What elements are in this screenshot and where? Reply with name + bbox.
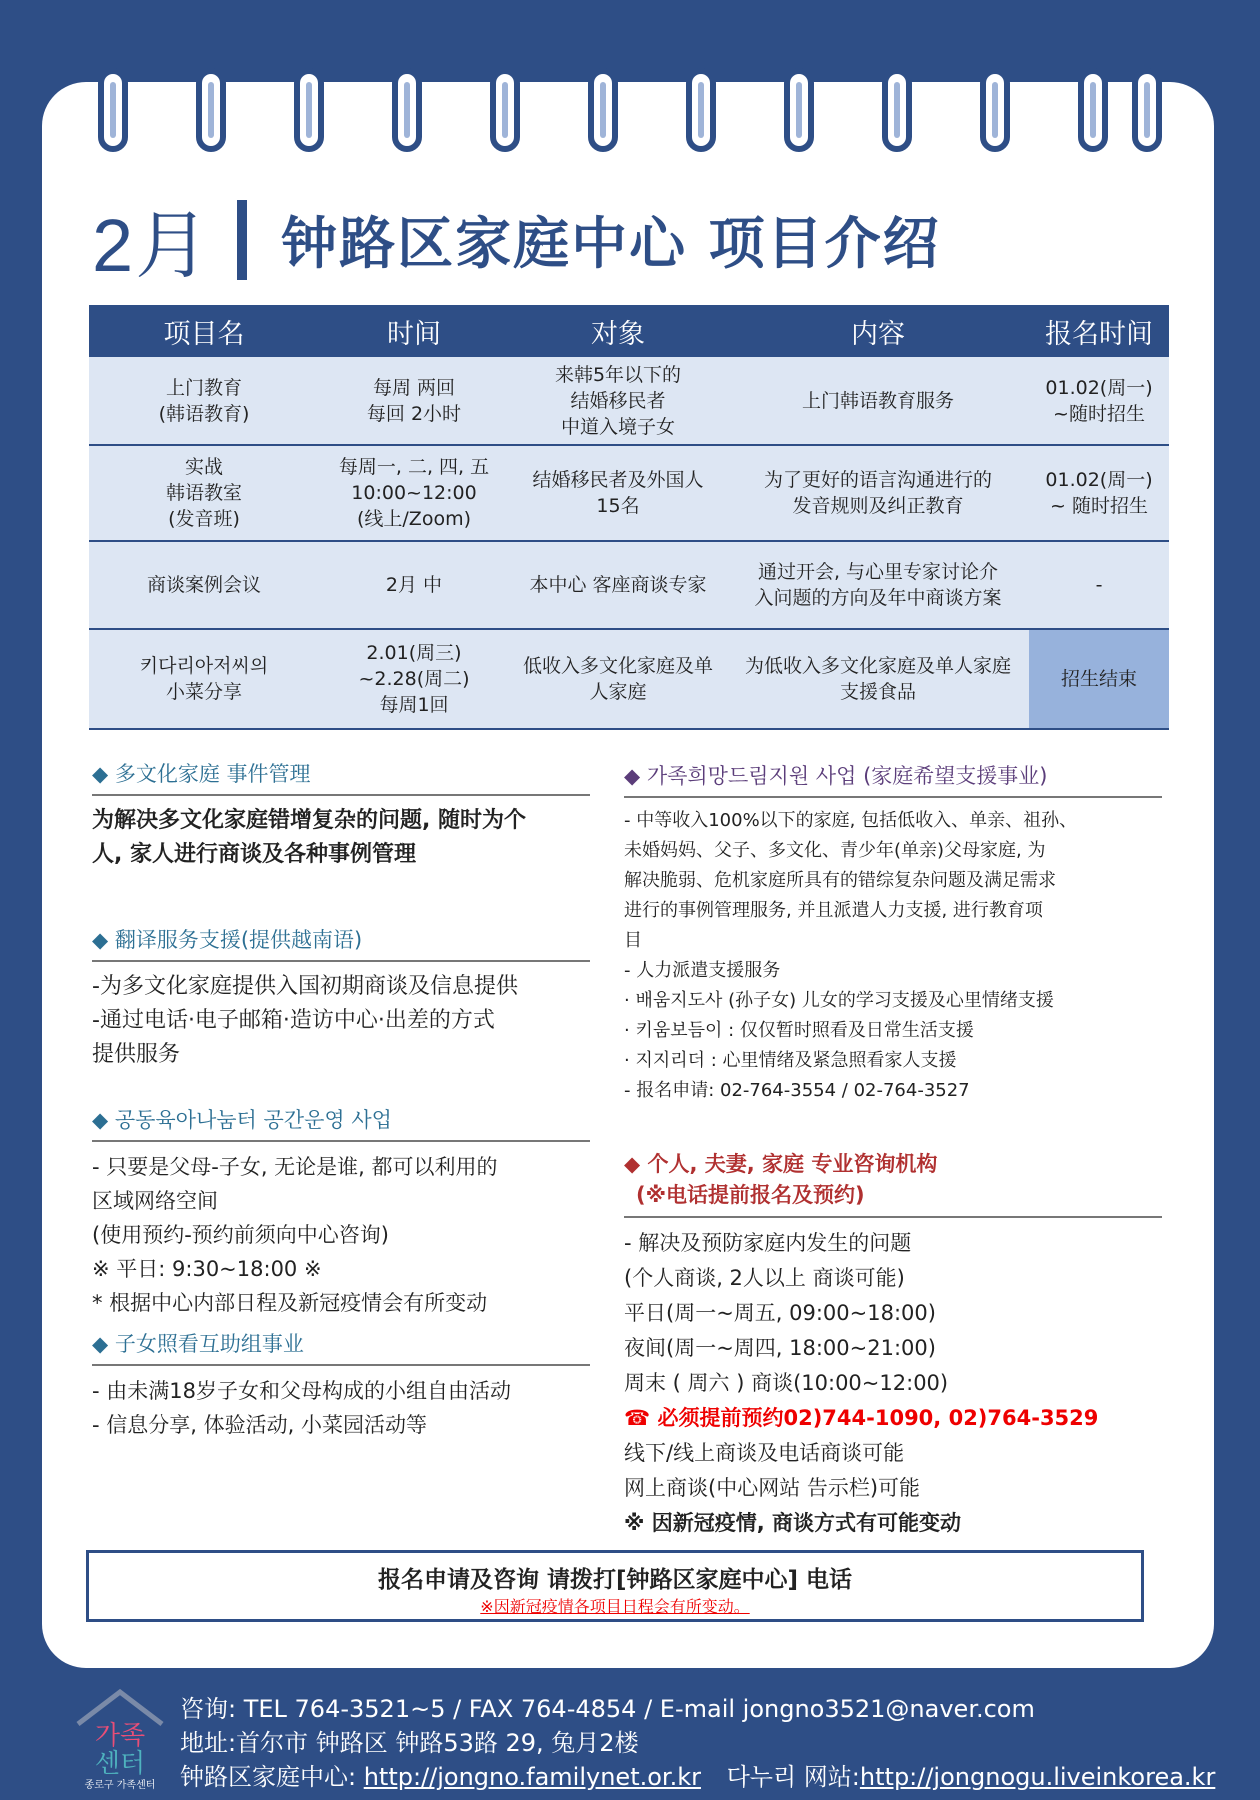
binder-ring	[294, 68, 324, 152]
col-header-signup: 报名时间	[1029, 305, 1169, 357]
diamond-icon: ◆	[92, 1108, 115, 1132]
section-title-text: 个人, 夫妻, 家庭 专业咨询机构	[647, 1152, 938, 1176]
table-row	[89, 357, 1169, 445]
page-header	[92, 190, 941, 290]
cell-signup: 01.02(周一) ~ 随时招生	[1029, 445, 1169, 541]
cell-signup: 01.02(周一) ~随时招生	[1029, 357, 1169, 445]
website-label: 钟路区家庭中心:	[180, 1763, 364, 1791]
section-title-text: 가족희망드림지원 사업	[646, 764, 857, 788]
section-body: -为多文化家庭提供入国初期商谈及信息提供 -通过电话·电子邮箱·造访中心·出差的方式 提供服务	[92, 974, 518, 1067]
danuri-label: 다누리 网站:	[726, 1763, 860, 1791]
section-title	[624, 760, 1162, 798]
section-body: - 中等收入100%以下的家庭, 包括低收入、单亲、祖孙、 未婚妈妈、父子、多文化、青少年(单亲)父母家庭, 为 解决脆弱、危机家庭所具有的错综复杂问题及满足需求 进行的事例管理服务, 并且派遣人力支援, 进行教育项 目 - 人力派遣支援服务 · 배움지도사 (孙子女) 儿女的学习支援及心里情绪支援 · 키움보듬이 : 仅仅暂时照看及日常生活支援 · 지지리더 : 心里情绪及紧急照看家人支援 - 报名申请: 02-764-3554 / 02-764-3527	[624, 810, 1078, 1101]
reservation-phone: ☎ 必须提前预约02)744-1090, 02)764-3529	[624, 1406, 1099, 1430]
binder-ring	[1132, 68, 1162, 152]
cell-target: 低收入多文化家庭及单 人家庭	[509, 629, 727, 729]
diamond-icon: ◆	[624, 764, 647, 788]
logo-text-1: 가족	[94, 1721, 146, 1751]
section-title	[92, 758, 590, 796]
section-title	[92, 1104, 590, 1142]
table-row	[89, 629, 1169, 729]
cell-content: 上门韩语教育服务	[727, 357, 1029, 445]
cell-content: 为低收入多文化家庭及单人家庭 支援食品	[727, 629, 1029, 729]
section-childcare-group	[92, 1328, 590, 1442]
table-header-row	[89, 305, 1169, 357]
address-line: 地址:首尔市 钟路区 钟路53路 29, 兔月2楼	[180, 1729, 639, 1757]
house-logo-icon	[72, 1684, 168, 1792]
cell-name: 商谈案例会议	[89, 541, 319, 629]
footer-notice-warning: ※因新冠疫情各项目日程会有所变动。	[480, 1597, 750, 1616]
page-title: 钟路区家庭中心 项目介绍	[281, 212, 941, 277]
diamond-icon: ◆	[92, 1332, 115, 1356]
section-title	[92, 924, 590, 962]
section-title-text: 多文化家庭 事件管理	[114, 762, 311, 786]
cell-name: 实战 韩语教室 (发音班)	[89, 445, 319, 541]
binder-ring	[392, 68, 422, 152]
section-body: - 解决及预防家庭内发生的问题 (个人商谈, 2人以上 商谈可能) 平日(周一~周五, 09:00~18:00) 夜间(周一~周四, 18:00~21:00) 周末 ( 周六 ) 商谈(10:00~12:00)	[624, 1231, 949, 1395]
binder-ring	[490, 68, 520, 152]
contact-line: 咨询: TEL 764-3521~5 / FAX 764-4854 / E-mail jongno3521@naver.com	[180, 1695, 1035, 1723]
cell-signup-closed: 招生结束	[1029, 629, 1169, 729]
cell-time: 每周一, 二, 四, 五 10:00~12:00 (线上/Zoom)	[319, 445, 509, 541]
section-body: 为解决多文化家庭错增复杂的问题, 随时为个 人, 家人进行商谈及各种事例管理	[92, 808, 527, 867]
family-center-logo	[72, 1684, 168, 1792]
col-header-time: 时间	[319, 305, 509, 357]
binder-ring	[196, 68, 226, 152]
website-line	[180, 1760, 1215, 1794]
cell-name: 上门教育 (韩语教育)	[89, 357, 319, 445]
section-title	[624, 1148, 1162, 1180]
logo-text-2: 센터	[94, 1749, 146, 1779]
program-table	[89, 305, 1169, 730]
cell-target: 本中心 客座商谈专家	[509, 541, 727, 629]
cell-target: 结婚移民者及外国人 15名	[509, 445, 727, 541]
section-family-hope	[624, 760, 1162, 1106]
col-header-name: 项目名	[89, 305, 319, 357]
website-link[interactable]: http://jongno.familynet.or.kr	[363, 1763, 701, 1791]
section-body-2: 线下/线上商谈及电话商谈可能 网上商谈(中心网站 告示栏)可能	[624, 1441, 921, 1500]
cell-time: 每周 两回 每回 2小时	[319, 357, 509, 445]
binder-ring	[980, 68, 1010, 152]
diamond-icon: ◆	[92, 762, 115, 786]
section-title-text: 子女照看互助组事业	[114, 1332, 304, 1356]
diamond-icon: ◆	[92, 928, 115, 952]
binder-ring	[784, 68, 814, 152]
section-title	[92, 1328, 590, 1366]
section-subtitle-text: (家庭希望支援事业)	[863, 764, 1048, 788]
section-subtitle-text: (※电话提前报名及预约)	[636, 1183, 865, 1207]
section-body: - 由未满18岁子女和父母构成的小组自由活动 - 信息分享, 体验活动, 小菜园活动等	[92, 1379, 511, 1437]
danuri-link[interactable]: http://jongnogu.liveinkorea.kr	[859, 1763, 1216, 1791]
month-label: 2月	[92, 204, 212, 287]
section-title-text: 翻译服务支援(提供越南语)	[114, 928, 363, 952]
table-row	[89, 445, 1169, 541]
binder-ring	[686, 68, 716, 152]
cell-time: 2.01(周三) ~2.28(周二) 每周1回	[319, 629, 509, 729]
section-counseling	[624, 1148, 1162, 1541]
binder-ring	[1078, 68, 1108, 152]
cell-name: 키다리아저씨의 小菜分享	[89, 629, 319, 729]
cell-time: 2月 中	[319, 541, 509, 629]
section-subtitle	[624, 1180, 1162, 1218]
section-body: - 只要是父母-子女, 无论是谁, 都可以利用的 区域网络空间 (使用预约-预约前须向中心咨询) ※ 平日: 9:30~18:00 ※ * 根据中心内部日程及新冠疫情会有所变动	[92, 1155, 498, 1315]
cell-content: 为了更好的语言沟通进行的 发音规则及纠正教育	[727, 445, 1029, 541]
binder-ring	[882, 68, 912, 152]
col-header-target: 对象	[509, 305, 727, 357]
col-header-content: 内容	[727, 305, 1029, 357]
cell-signup: -	[1029, 541, 1169, 629]
section-translation	[92, 924, 590, 1072]
covid-note: ※ 因新冠疫情, 商谈方式有可能变动	[624, 1511, 962, 1535]
binder-ring	[588, 68, 618, 152]
binder-ring	[98, 68, 128, 152]
section-title-text: 공동육아나눔터 공간운영 사업	[114, 1108, 392, 1132]
section-multicultural-case	[92, 758, 590, 872]
footer-notice-title: 报名申请及咨询 请拨打[钟路区家庭中心] 电话	[377, 1567, 853, 1593]
table-row	[89, 541, 1169, 629]
footer-notice-box	[86, 1550, 1144, 1622]
contact-info	[180, 1692, 1215, 1794]
header-divider	[237, 200, 247, 280]
diamond-icon: ◆	[624, 1152, 648, 1176]
logo-caption: 종로구 가족센터	[84, 1780, 156, 1791]
cell-content: 通过开会, 与心里专家讨论介 入问题的方向及年中商谈方案	[727, 541, 1029, 629]
cell-target: 来韩5年以下的 结婚移民者 中道入境子女	[509, 357, 727, 445]
section-childcare-space	[92, 1104, 590, 1320]
